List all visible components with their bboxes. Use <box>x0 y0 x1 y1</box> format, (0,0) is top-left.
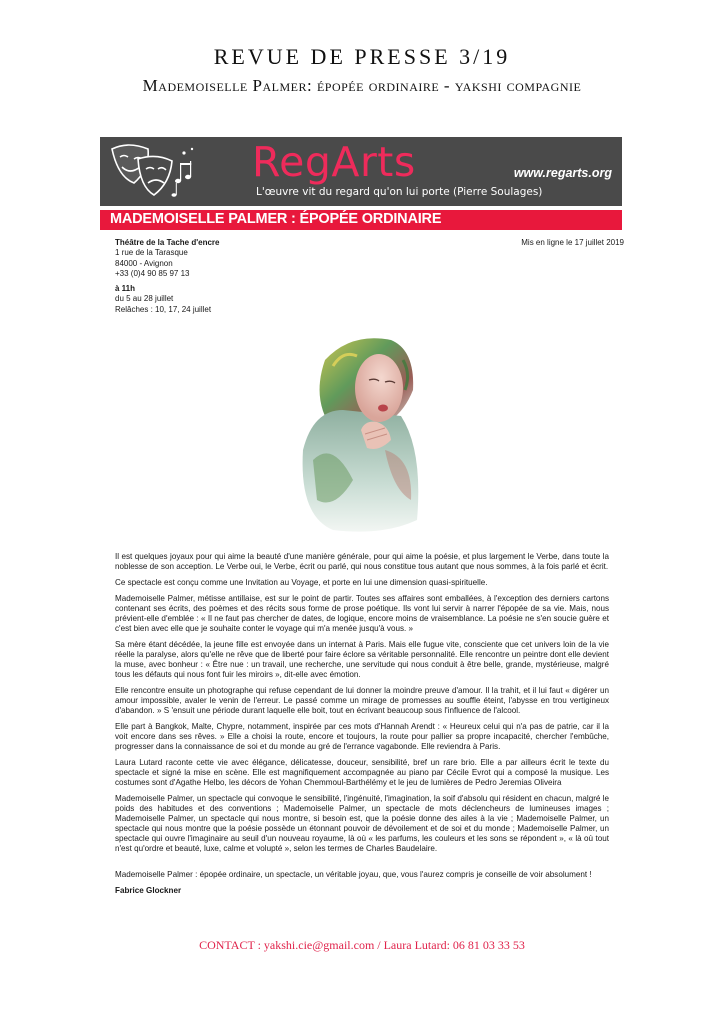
venue-name: Théâtre de la Tache d'encre <box>115 238 220 247</box>
banner-tagline: L'œuvre vit du regard qu'on lui porte (Pierre Soulages) <box>256 186 543 198</box>
site-url: www.regarts.org <box>513 166 612 180</box>
schedule-info <box>115 284 211 315</box>
venue-phone: +33 (0)4 90 85 97 13 <box>115 269 190 279</box>
body-paragraph: Sa mère étant décédée, la jeune fille est envoyée dans un internat à Paris. Mais elle fugue vite, consciente que cet univers loin de la vie réelle la paralyse, alors qu'elle ne rêve que de liberté pour faire éclore sa véritable personnalité. Elle rencontre un peintre dont elle devient la muse, avec bonheur : « Être nue : un travail, une recherche, une servitude qui nous conduit à être belle, grande, mystérieuse, malgré tous les défauts qui nous font fuir les miroirs », dit-elle avec émotion. <box>115 640 609 679</box>
schedule-relache: Relâches : 10, 17, 24 juillet <box>115 304 212 314</box>
online-date: Mis en ligne le 17 juillet 2019 <box>521 238 624 247</box>
body-paragraph: Mademoiselle Palmer, un spectacle qui convoque le sensibilité, l'ingénuité, l'imagination, la soif d'absolu qui résident en chacun, malgré le poids des habitudes et des conventions ; Mademoiselle Palmer, un spectacle de mots déclencheurs de lumineuses images ; Mademoiselle Palmer, un spectacle qui nous montre, si besoin est, que la poésie donne des ailes à la vie ; Mademoiselle Palmer, un spectacle qui nous montre que la poésie possède un étonnant pouvoir de dévoilement et de soi et du monde ; Mademoiselle Palmer, un spectacle qui ouvre l'imaginaire au seuil d'un nouveau royaume, là où « les parfums, les couleurs et les sons se répondent », « là où tout n'est qu'ordre et beauté, luxe, calme et volupté », selon les termes de Charles Baudelaire. <box>115 794 609 853</box>
theatre-masks-music-icon <box>108 139 196 203</box>
regarts-banner <box>100 137 622 206</box>
venue-street: 1 rue de la Tarasque <box>115 248 188 258</box>
body-paragraph: Il est quelques joyaux pour qui aime la beauté d'une manière générale, pour qui aime la poésie, et plus largement le Verbe, dans toute la noblesse de son acception. Le Verbe oui, le Verbe, écrit ou parlé, qui nous constitue tous autant que nous sommes, à la fois parlé et écrit. <box>115 552 609 571</box>
article-title-bar <box>100 210 622 230</box>
article-title: MADEMOISELLE PALMER : ÉPOPÉE ORDINAIRE <box>110 211 442 227</box>
body-paragraph: Ce spectacle est conçu comme une Invitation au Voyage, et porte en lui une dimension quasi-spirituelle. <box>115 578 488 587</box>
venue-info <box>115 238 219 280</box>
performer-photo <box>273 330 451 536</box>
body-paragraph: Mademoiselle Palmer : épopée ordinaire, un spectacle, un véritable joyau, que, vous l'aurez compris je conseille de voir absolument ! <box>115 870 592 879</box>
body-paragraph: Elle part à Bangkok, Malte, Chypre, notamment, inspirée par ces mots d'Hannah Arendt : « Heureux celui qui n'a pas de patrie, car il la voit encore dans ses rêves. » Elle a choisi la route, encore et toujours, la route pour pallier sa propre incapacité, chercher l'embûche, progresser dans la connaissance de soi et du monde au gré de l'errance vagabonde. Elle reviendra à Paris. <box>115 722 609 751</box>
body-paragraph: Elle rencontre ensuite un photographe qui refuse cependant de lui donner la moindre preuve d'amour. Il la trahit, et il lui faut « digérer un amour impossible, avaler le venin de l'erreur. Le passé comme un mirage de promesses au souffle éteint, l'abysse en trou vertigineux d'abandon. » S 'ensuit une période durant laquelle elle boit, tout en écrivant beaucoup sous l'influence de l'alcool. <box>115 686 609 715</box>
schedule-dates: du 5 au 28 juillet <box>115 294 174 304</box>
author-signature: Fabrice Glockner <box>115 886 182 895</box>
regarts-logo: RegArts <box>252 138 416 186</box>
page-subtitle: Mademoiselle Palmer: épopée ordinaire - yakshi compagnie <box>142 76 582 95</box>
contact-line: CONTACT : yakshi.cie@gmail.com / Laura Lutard: 06 81 03 33 53 <box>199 938 525 952</box>
article-body <box>115 552 609 902</box>
body-paragraph: Laura Lutard raconte cette vie avec élégance, délicatesse, douceur, sensibilité, bref un rare brio. Elle a par ailleurs écrit le texte du spectacle et signé la mise en scène. Elle est magnifiquement accompagnée au piano par Cécile Evrot qui a composé la musique. Les costumes sont d'Agathe Helbo, les décors de Yohan Chemmoul-Barthélémy et le jeu de lumières de Pedro Jeremias Oliveira <box>115 758 609 787</box>
venue-city: 84000 - Avignon <box>115 258 173 268</box>
page-title: REVUE DE PRESSE 3/19 <box>213 44 511 69</box>
schedule-time: à 11h <box>115 284 136 293</box>
body-paragraph: Mademoiselle Palmer, métisse antillaise, est sur le point de partir. Toutes ses affaires sont emballées, à l'exception des derniers cartons contenant ses écrits, des poèmes et des récits sous forme de prose poétique. Ils vont lui servir à narrer l'épopée de sa vie. Mais, nous prévient-elle d'emblée : « Il ne faut pas chercher de dates, de logique, encore moins de vraisemblance. La poésie ne s'en soucie guère et c'est bien avec elle que je souhaite conter le voyage qui m'a menée jusqu'à vous. » <box>115 594 609 633</box>
